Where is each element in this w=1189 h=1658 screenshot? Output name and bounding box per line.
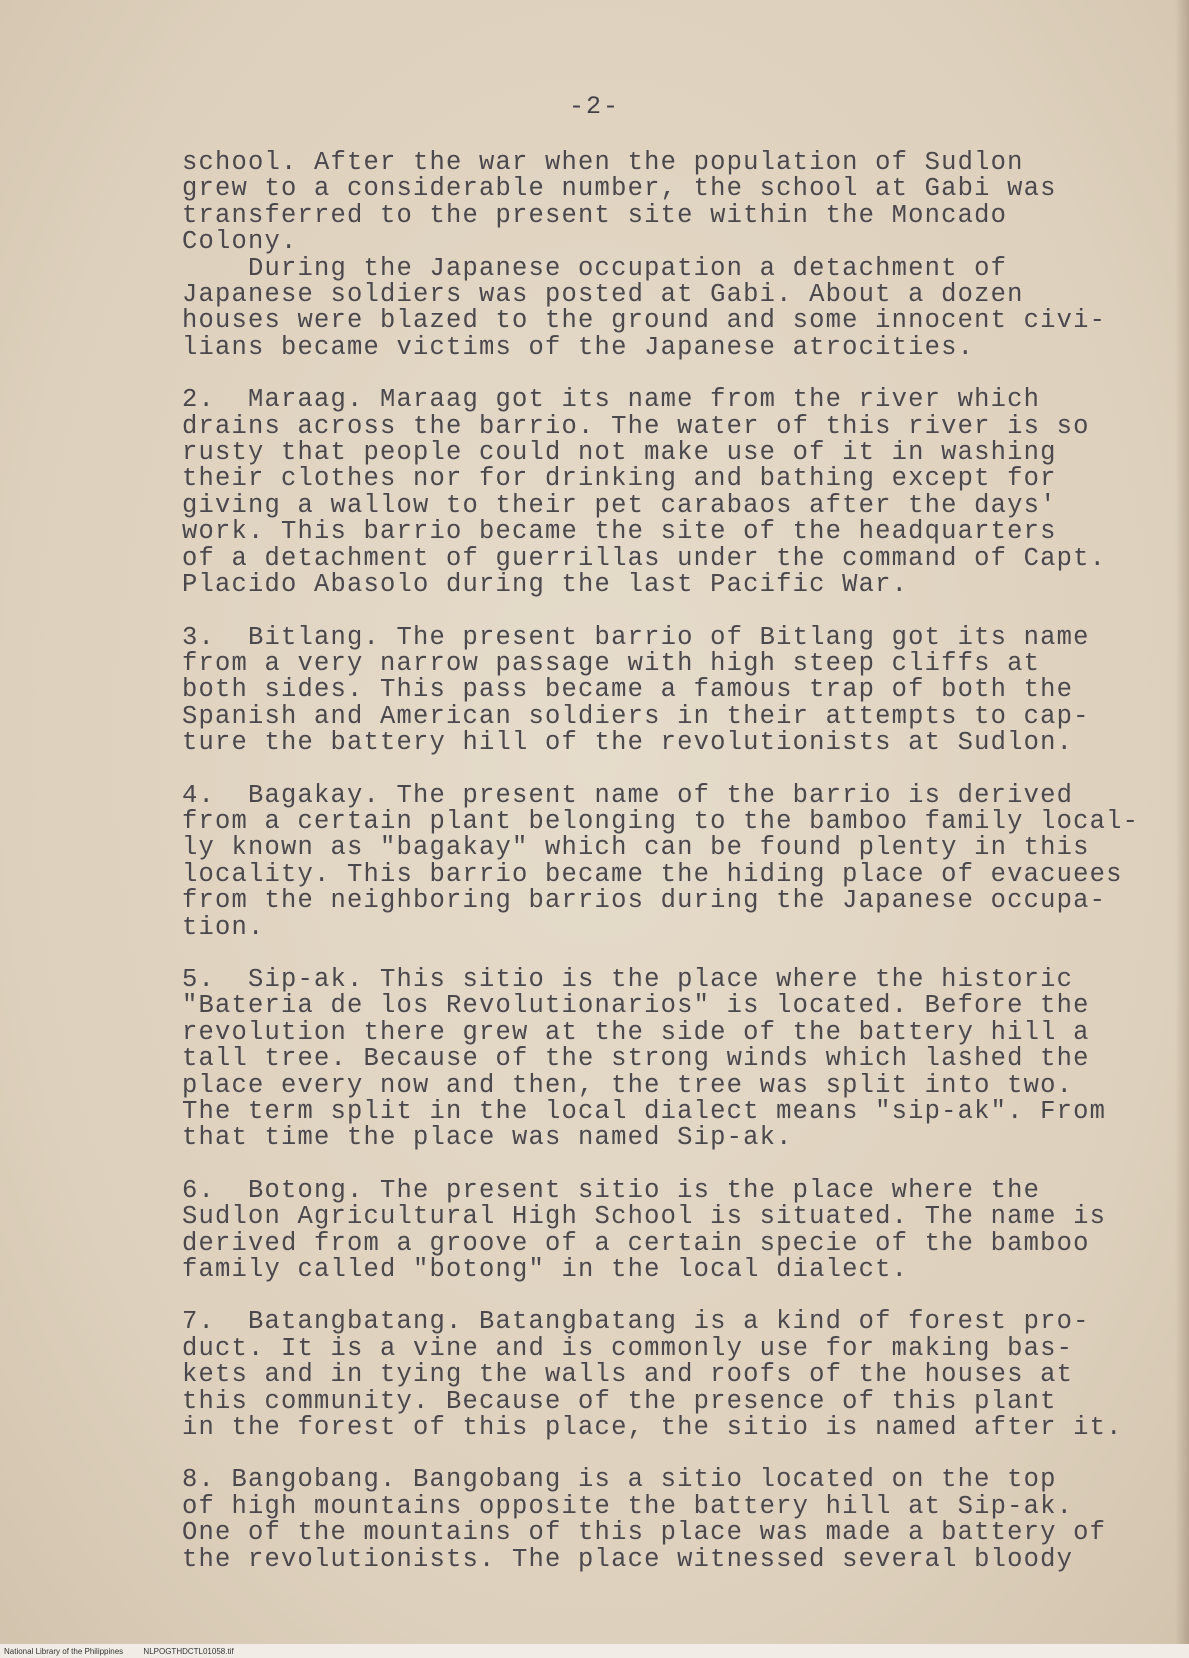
text-line: Placido Abasolo during the last Pacific War. [182, 570, 909, 600]
text-line: this community. Because of the presence of this plant [182, 1386, 1057, 1416]
text-line: Spanish and American soldiers in their attempts to cap- [182, 701, 1090, 731]
text-line: lians became victims of the Japanese atrocities. [182, 332, 975, 362]
paragraph-sip-ak [182, 964, 1112, 1153]
text-line: kets and in tying the walls and roofs of the houses at [182, 1360, 1074, 1390]
text-line: tall tree. Because of the strong winds which lashed the [182, 1044, 1090, 1074]
text-line: duct. It is a vine and is commonly use for making bas- [182, 1333, 1074, 1363]
paragraph-botong [182, 1175, 1112, 1285]
text-line: ly known as "bagakay" which can be found plenty in this [182, 833, 1090, 863]
text-line: their clothes nor for drinking and bathing except for [182, 464, 1057, 494]
text-line: One of the mountains of this place was made a battery of [182, 1518, 1107, 1548]
text-line: 5. Sip-ak. This sitio is the place where the historic [182, 964, 1074, 994]
text-line: grew to a considerable number, the school at Gabi was [182, 174, 1057, 204]
paragraph-bagakay [182, 780, 1140, 942]
text-line: in the forest of this place, the sitio is named after it. [182, 1413, 1123, 1443]
text-line: from the neighboring barrios during the Japanese occupa- [182, 886, 1107, 916]
text-line: place every now and then, the tree was split into two. [182, 1070, 1074, 1100]
footer-file-id: NLPOGTHDCTL01058.tif [143, 1647, 234, 1656]
text-line: 4. Bagakay. The present name of the barrio is derived [182, 780, 1074, 810]
text-line: locality. This barrio became the hiding place of evacuees [182, 859, 1123, 889]
text-line: of a detachment of guerrillas under the command of Capt. [182, 543, 1107, 573]
text-line: the revolutionists. The place witnessed several bloody [182, 1544, 1074, 1574]
text-line: work. This barrio became the site of the headquarters [182, 517, 1057, 547]
text-line: Japanese soldiers was posted at Gabi. About a dozen [182, 280, 1024, 310]
text-line: "Bateria de los Revolutionarios" is located. Before the [182, 991, 1090, 1021]
text-line: Colony. [182, 227, 298, 257]
scan-footer [4, 1647, 252, 1656]
paragraph-bangobang [182, 1467, 1112, 1573]
page-edge-shadow [1175, 0, 1189, 1658]
text-line: revolution there grew at the side of the battery hill a [182, 1017, 1090, 1047]
text-line: giving a wallow to their pet carabaos after the days' [182, 490, 1057, 520]
text-line: drains across the barrio. The water of this river is so [182, 411, 1090, 441]
text-line: 8. Bangobang. Bangobang is a sitio located on the top [182, 1465, 1057, 1495]
text-line: of high mountains opposite the battery hill at Sip-ak. [182, 1491, 1074, 1521]
text-line: from a certain plant belonging to the bamboo family local- [182, 806, 1140, 836]
text-line: During the Japanese occupation a detachment of [182, 253, 1008, 283]
page-number: -2- [568, 92, 620, 121]
text-line: rusty that people could not make use of it in washing [182, 438, 1057, 468]
text-line: 3. Bitlang. The present barrio of Bitlang got its name [182, 622, 1090, 652]
document-body [182, 148, 1140, 1574]
text-line: from a very narrow passage with high steep cliffs at [182, 648, 1041, 678]
paragraph-maraag [182, 387, 1112, 598]
paragraph-bitlang [182, 622, 1112, 758]
text-line: 7. Batangbatang. Batangbatang is a kind of forest pro- [182, 1307, 1090, 1337]
footer-library: National Library of the Philippines [4, 1647, 124, 1656]
text-line: derived from a groove of a certain specie of the bamboo [182, 1228, 1090, 1258]
text-line: ture the battery hill of the revolutionists at Sudlon. [182, 728, 1074, 758]
text-line: transferred to the present site within the Moncado [182, 200, 1008, 230]
text-line: tion. [182, 912, 265, 942]
paragraph-batangbatang [182, 1307, 1123, 1443]
paragraph-1 [182, 150, 1112, 361]
text-line: 6. Botong. The present sitio is the place where the [182, 1175, 1041, 1205]
text-line: both sides. This pass became a famous trap of both the [182, 675, 1074, 705]
text-line: that time the place was named Sip-ak. [182, 1123, 793, 1153]
text-line: Sudlon Agricultural High School is situated. The name is [182, 1202, 1107, 1232]
text-line: family called "botong" in the local dialect. [182, 1255, 909, 1285]
text-line: school. After the war when the population of Sudlon [182, 148, 1024, 177]
text-line: The term split in the local dialect means "sip-ak". From [182, 1097, 1107, 1126]
text-line: houses were blazed to the ground and some innocent civi- [182, 306, 1107, 336]
text-line: 2. Maraag. Maraag got its name from the river which [182, 385, 1041, 415]
